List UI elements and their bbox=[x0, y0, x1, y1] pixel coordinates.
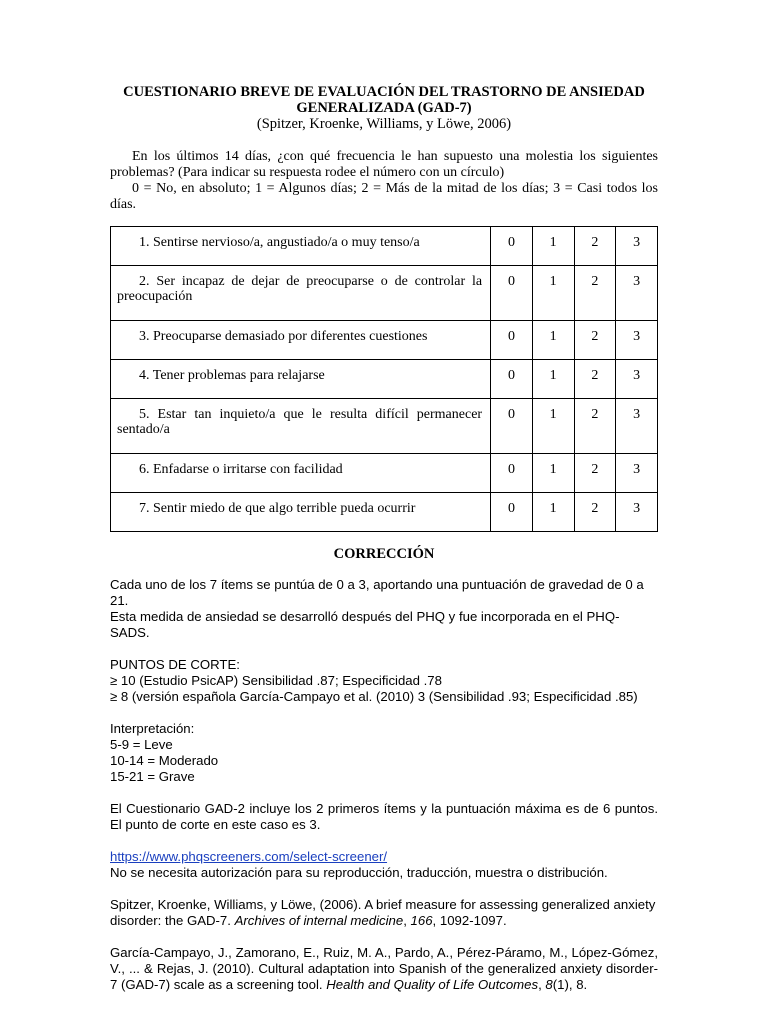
gad2-paragraph: El Cuestionario GAD-2 incluye los 2 primeros ítems y la puntuación máxima es de 6 puntos. El punto de corte en este caso es 3. bbox=[110, 801, 658, 832]
reference-1 bbox=[110, 897, 658, 929]
cutoff-paragraph bbox=[110, 657, 658, 705]
score-option[interactable]: 2 bbox=[574, 454, 616, 493]
score-option[interactable]: 2 bbox=[574, 321, 616, 360]
link-paragraph bbox=[110, 849, 658, 881]
item-text: 5. Estar tan inquieto/a que le resulta difícil permanecer sentado/a bbox=[117, 407, 483, 437]
cutoff-title: PUNTOS DE CORTE: bbox=[110, 657, 240, 672]
reference-text: Spitzer, Kroenke, Williams, y Löwe, (2006). A brief measure for assessing generalized anxiety disorder: the GAD-7. bbox=[110, 897, 656, 928]
item-text: 7. Sentir miedo de que algo terrible pueda ocurrir bbox=[139, 501, 416, 516]
reference-text: , bbox=[403, 913, 411, 928]
score-option[interactable]: 3 bbox=[616, 321, 658, 360]
reference-text: (1), 8. bbox=[552, 977, 588, 992]
reference-text: García-Campayo, J., Zamorano, E., Ruiz, M. A., Pardo, A., Pérez-Páramo, M., López-Gómez, V., ... & Rejas, J. (2010). Cultural adaptation into Spanish of the generalized anxiety disorder-7 (GAD-7) scale as a screening tool. bbox=[110, 945, 658, 992]
table-row bbox=[111, 266, 658, 321]
item-text: 3. Preocuparse demasiado por diferentes cuestiones bbox=[139, 329, 428, 344]
score-option[interactable]: 3 bbox=[616, 227, 658, 266]
score-option[interactable]: 0 bbox=[491, 266, 533, 321]
phqscreeners-link[interactable]: https://www.phqscreeners.com/select-screener/ bbox=[110, 849, 388, 864]
score-option[interactable]: 1 bbox=[532, 227, 574, 266]
item-cell bbox=[111, 493, 491, 532]
reference-journal: Archives of internal medicine bbox=[234, 913, 404, 928]
item-cell bbox=[111, 266, 491, 321]
score-option[interactable]: 3 bbox=[616, 454, 658, 493]
interpretation-title: Interpretación: bbox=[110, 721, 195, 736]
score-option[interactable]: 3 bbox=[616, 399, 658, 454]
score-option[interactable]: 1 bbox=[532, 493, 574, 532]
instructions-question: En los últimos 14 días, ¿con qué frecuencia le han supuesto una molestia los siguientes problemas? (Para indicar su respuesta rodee el número con un círculo) bbox=[110, 149, 658, 180]
item-cell bbox=[111, 321, 491, 360]
item-text: 6. Enfadarse o irritarse con facilidad bbox=[139, 462, 343, 477]
item-cell bbox=[111, 454, 491, 493]
table-row bbox=[111, 454, 658, 493]
item-text: 1. Sentirse nervioso/a, angustiado/a o muy tenso/a bbox=[139, 235, 420, 250]
score-option[interactable]: 3 bbox=[616, 266, 658, 321]
score-option[interactable]: 3 bbox=[616, 360, 658, 399]
reference-text: , bbox=[538, 977, 546, 992]
table-row bbox=[111, 493, 658, 532]
cutoff-item: ≥ 10 (Estudio PsicAP) Sensibilidad .87; Especificidad .78 bbox=[110, 673, 442, 688]
item-cell bbox=[111, 227, 491, 266]
table-row bbox=[111, 399, 658, 454]
item-cell bbox=[111, 399, 491, 454]
instructions-scale: 0 = No, en absoluto; 1 = Algunos días; 2 = Más de la mitad de los días; 3 = Casi todos los días. bbox=[110, 181, 658, 212]
score-option[interactable]: 0 bbox=[491, 493, 533, 532]
interpretation-paragraph bbox=[110, 721, 658, 785]
score-option[interactable]: 2 bbox=[574, 227, 616, 266]
item-cell bbox=[111, 360, 491, 399]
score-option[interactable]: 1 bbox=[532, 266, 574, 321]
table-row bbox=[111, 321, 658, 360]
scoring-line-1: Cada uno de los 7 ítems se puntúa de 0 a 3, aportando una puntuación de gravedad de 0 a 21. bbox=[110, 577, 644, 608]
document-title: CUESTIONARIO BREVE DE EVALUACIÓN DEL TRASTORNO DE ANSIEDAD GENERALIZADA (GAD-7) bbox=[123, 84, 645, 116]
reference-text: , 1092-1097. bbox=[432, 913, 507, 928]
interpretation-item: 15-21 = Grave bbox=[110, 769, 195, 784]
scoring-paragraph bbox=[110, 577, 658, 641]
instructions bbox=[110, 149, 658, 213]
reference-journal: Health and Quality of Life Outcomes bbox=[326, 977, 539, 992]
score-option[interactable]: 0 bbox=[491, 321, 533, 360]
permission-text: No se necesita autorización para su reproducción, traducción, muestra o distribución. bbox=[110, 865, 608, 880]
reference-volume: 166 bbox=[410, 913, 433, 928]
score-option[interactable]: 0 bbox=[491, 399, 533, 454]
score-option[interactable]: 1 bbox=[532, 360, 574, 399]
score-option[interactable]: 0 bbox=[491, 454, 533, 493]
interpretation-item: 10-14 = Moderado bbox=[110, 753, 219, 768]
item-text: 2. Ser incapaz de dejar de preocuparse o de controlar la preocupación bbox=[117, 274, 483, 304]
score-option[interactable]: 2 bbox=[574, 360, 616, 399]
score-option[interactable]: 1 bbox=[532, 454, 574, 493]
table-row bbox=[111, 360, 658, 399]
cutoff-item: ≥ 8 (versión española García-Campayo et al. (2010) 3 (Sensibilidad .93; Especificidad .85) bbox=[110, 689, 638, 704]
correction-section bbox=[110, 577, 658, 993]
correction-heading: CORRECCIÓN bbox=[333, 546, 435, 562]
interpretation-item: 5-9 = Leve bbox=[110, 737, 173, 752]
reference-2 bbox=[110, 945, 658, 993]
score-option[interactable]: 2 bbox=[574, 399, 616, 454]
score-option[interactable]: 0 bbox=[491, 360, 533, 399]
gad7-table bbox=[110, 226, 658, 532]
score-option[interactable]: 2 bbox=[574, 266, 616, 321]
score-option[interactable]: 2 bbox=[574, 493, 616, 532]
score-option[interactable]: 3 bbox=[616, 493, 658, 532]
table-row bbox=[111, 227, 658, 266]
score-option[interactable]: 1 bbox=[532, 399, 574, 454]
document-citation: (Spitzer, Kroenke, Williams, y Löwe, 2006) bbox=[256, 116, 512, 132]
document-page bbox=[110, 84, 658, 1009]
score-option[interactable]: 0 bbox=[491, 227, 533, 266]
score-option[interactable]: 1 bbox=[532, 321, 574, 360]
scoring-line-2: Esta medida de ansiedad se desarrolló después del PHQ y fue incorporada en el PHQ-SADS. bbox=[110, 609, 620, 640]
reference-volume: 8 bbox=[545, 977, 553, 992]
item-text: 4. Tener problemas para relajarse bbox=[139, 368, 325, 383]
